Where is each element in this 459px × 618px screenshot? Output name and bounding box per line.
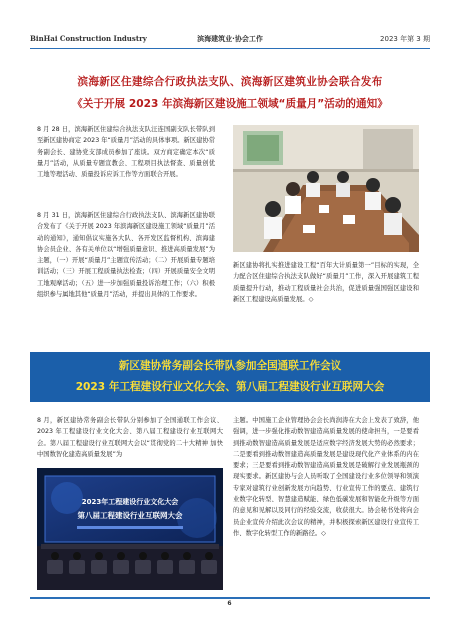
screen-text-line1: 2023年工程建设行业文化大会 xyxy=(81,498,179,506)
page-header xyxy=(30,34,430,49)
article2-title-banner xyxy=(30,352,430,402)
issue-number: 2023 年第 3 期 xyxy=(380,35,430,43)
page-number: 6 xyxy=(227,600,232,607)
article1-paragraph-3: 新区建协将扎实推进建设工程“百年大计质量第一”目标的实现，全力配合区住建综合执法支队做好“质量月”工作，深入开展建筑工程质量提升行动，推动工程质量社会共治，促进质量强国强区建设和新区工程建设高质量发展。◇ xyxy=(233,262,419,303)
article1-paragraph-1: 8 月 28 日，滨海新区住建综合执法支队汪连国副支队长带队到至新区建协商定 2023 年“质量月”活动的具体事项。新区建协常务副会长、建协党支部成员参加了座谈。双方商定确定本次“质量月”活动，从质量专题宣教会、工程项目执法督查、质量创优工地等理活动、质量投诉应诉工作等方面联合开展。 xyxy=(37,126,215,179)
journal-name-english: BinHai Construction Industry xyxy=(30,34,147,43)
screen-text-line2: 第八届工程建设行业互联网大会 xyxy=(77,511,183,520)
footer-rule xyxy=(30,597,430,599)
section-title: 滨海建筑业·协会工作 xyxy=(197,35,263,43)
article2-title-line1: 新区建协常务副会长带队参加全国通联工作会议 xyxy=(118,360,342,372)
meeting-photo xyxy=(233,125,419,252)
article2-paragraph-left: 8 月，新区建协常务副会长带队分别参加了全国通联工作会议、2023 年工程建设行业文化大会、第八届工程建设行业互联网大会。第八届工程建设行业互联网大会以“贯彻党的二十大精神 加快中国数智化建造高质量发展”为 xyxy=(37,417,223,458)
article1-paragraph-2: 8 月 31 日，滨海新区住建综合行政执法支队、滨海新区建协联合发布了《关于开展 2023 年滨海新区建设施工领域“质量月”活动的通知》，通知倡议实施各大队、各开发区监督机构、滨海建协会员企业、各有关单位以“增强质量意识、推进高质量发展”为主题，（一）开展“质量月”主题宣传活动；（二）开展质量专题培训活动；（三）开展工程质量执法检查；（四）开展质量安全文明工地观摩活动；（五）进一步加强质量投诉治理工作；（六）积极组织参与属地其他“质量月”活动，并提出具体的工作要求。 xyxy=(37,212,215,299)
article2-paragraph-right: 主题。中国施工企业管理协会会长尚润涛在大会上发表了致辞，他强调，进一步强化推动数智建造高质量发展的使命担当，一是要看到推动数智建造高质量发展是适应数字经济发展大势的必然要求；二是要看到推动数智建造高质量发展是建设现代化产业体系的内在要求；三是要看到推动数智建造高质量发展是破解行业发展瓶颈的现实要求。新区建协与会人员听取了全国建设行业多位领导和领演专家对建筑行业创新发展方向趋势、行业宣传工作的要点、建筑行业数字化转型、智慧建造赋能、绿色低碳发展和智能化升级等方面的意见和见解以及同行的经验交流，收获很大。协会秘书处将向会员企业宣传介绍此次会议的精神，并积极探索新区建设行业宣传工作、数字化转型工作的新路径。◇ xyxy=(233,417,419,537)
article2-title-line2: 2023 年工程建设行业文化大会、第八届工程建设行业互联网大会 xyxy=(75,381,385,393)
conference-stage-image xyxy=(37,468,223,590)
article1-title-line1: 滨海新区住建综合行政执法支队、滨海新区建筑业协会联合发布 xyxy=(77,76,383,88)
meeting-room-image xyxy=(233,125,419,252)
article1-title-line2: 《关于开展 2023 年滨海新区建设施工领域“质量月”活动的通知》 xyxy=(72,98,388,110)
conference-photo xyxy=(37,468,223,590)
